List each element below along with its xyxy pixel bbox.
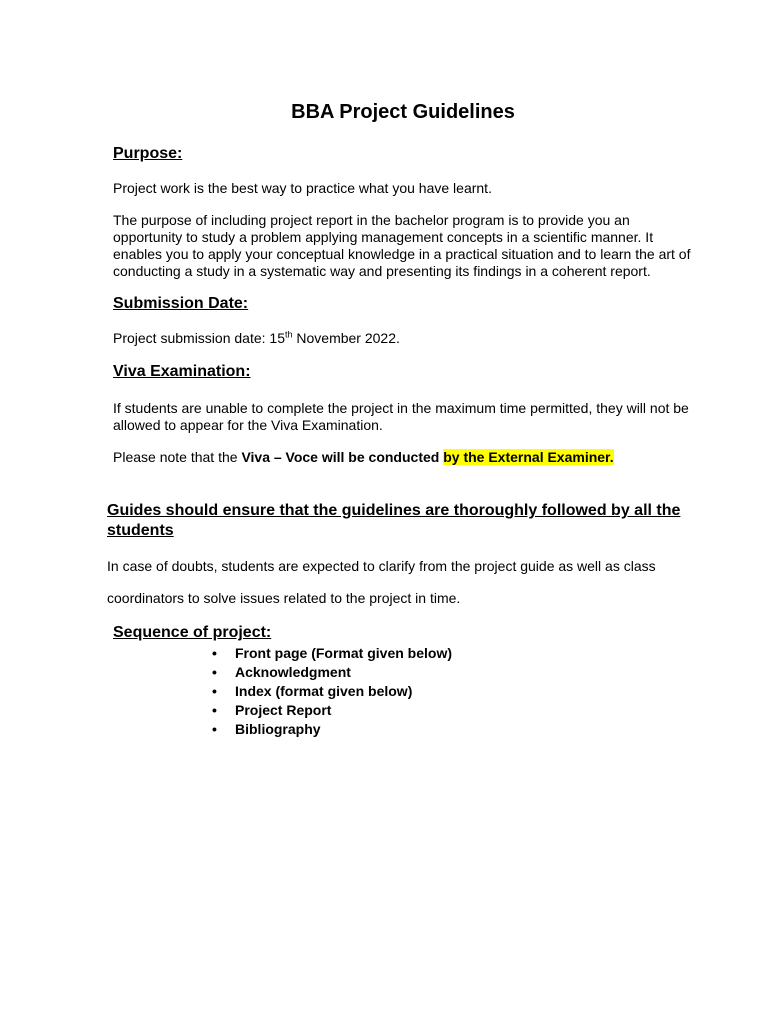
list-item bbox=[212, 720, 452, 739]
purpose-heading: Purpose: bbox=[113, 145, 183, 162]
bullet-icon: • bbox=[212, 645, 217, 661]
list-item-label: Front page (Format given below) bbox=[235, 645, 453, 661]
document-title: BBA Project Guidelines bbox=[291, 101, 515, 123]
list-item-label: Acknowledgment bbox=[235, 664, 351, 680]
list-item bbox=[212, 701, 452, 720]
sequence-list bbox=[212, 644, 452, 739]
list-item-label: Bibliography bbox=[235, 721, 321, 737]
submission-text-after: November 2022. bbox=[292, 330, 400, 346]
purpose-paragraph-2-line: The purpose of including project report in the bachelor program is to provide you an bbox=[113, 212, 630, 228]
guides-heading-line: students bbox=[107, 522, 174, 539]
purpose-paragraph-2-line: conducting a study in a systematic way and presenting its findings in a coherent report. bbox=[113, 263, 651, 279]
purpose-paragraph-2 bbox=[113, 212, 703, 280]
guides-heading bbox=[107, 501, 707, 541]
submission-heading: Submission Date: bbox=[113, 295, 249, 312]
submission-text-before: Project submission date: 15 bbox=[113, 330, 285, 346]
list-item bbox=[212, 663, 452, 682]
purpose-paragraph-2-line: enables you to apply your conceptual knowledge in a practical situation and to learn the art of bbox=[113, 246, 691, 262]
viva-paragraph-line: If students are unable to complete the project in the maximum time permitted, they will not be bbox=[113, 400, 689, 416]
guides-paragraph-line-2: coordinators to solve issues related to the project in time. bbox=[107, 590, 461, 606]
bullet-icon: • bbox=[212, 683, 217, 699]
bullet-icon: • bbox=[212, 721, 217, 737]
submission-superscript: th bbox=[284, 329, 293, 340]
viva-note-bold: Viva – Voce will be conducted bbox=[241, 449, 444, 465]
viva-note bbox=[113, 449, 703, 466]
bullet-icon: • bbox=[212, 702, 217, 718]
sequence-heading: Sequence of project: bbox=[113, 624, 272, 641]
viva-paragraph-line: allowed to appear for the Viva Examination. bbox=[113, 417, 383, 433]
viva-note-prefix: Please note that the bbox=[113, 449, 242, 465]
purpose-paragraph-2-line: opportunity to study a problem applying management concepts in a scientific manner. It bbox=[113, 229, 654, 245]
viva-heading: Viva Examination: bbox=[113, 363, 251, 380]
guides-heading-line: Guides should ensure that the guidelines are thoroughly followed by all the bbox=[107, 502, 681, 519]
viva-paragraph bbox=[113, 400, 713, 434]
submission-date-text bbox=[113, 330, 703, 347]
list-item bbox=[212, 644, 452, 663]
bullet-icon: • bbox=[212, 664, 217, 680]
guides-paragraph-line-1: In case of doubts, students are expected to clarify from the project guide as well as class bbox=[107, 558, 656, 574]
viva-note-highlight: by the External Examiner. bbox=[443, 449, 614, 465]
purpose-paragraph-1: Project work is the best way to practice what you have learnt. bbox=[113, 180, 492, 196]
list-item-label: Index (format given below) bbox=[235, 683, 413, 699]
list-item bbox=[212, 682, 452, 701]
list-item-label: Project Report bbox=[235, 702, 332, 718]
